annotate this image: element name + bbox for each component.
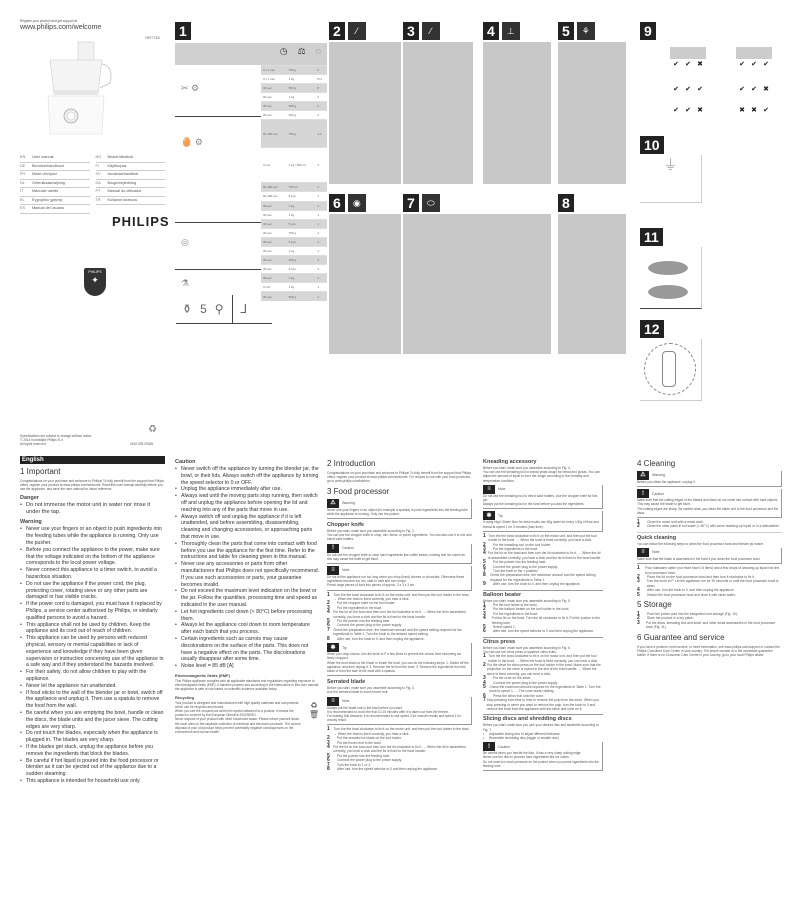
speed-icon: ◌ <box>315 46 321 56</box>
figure-3-illustration <box>403 42 473 184</box>
register-text: Register your product and get support at <box>20 19 78 23</box>
copyright: © 2014 Koninklijke Philips N.V. <box>20 438 64 442</box>
emf-text: This Philips appliance complies with all applicable standards and regulations regarding exposure to electromagnetic fields (EMF). If handled properly and according to the instructions in this user manual, the appliance is safe to use based on scientific evidence available today. <box>175 678 320 692</box>
food-processor-image <box>40 38 115 138</box>
note-icon: ≡ <box>327 566 339 575</box>
pusher-icon: ⅃ <box>240 301 248 316</box>
column-5: 4 Cleaning ⚠ Warning Before you clean the appliance, unplug it. ! Caution Make sure that the cutting edges of the blades and discs do not come into contact with hard objects. This may cause the blade to get blunt. The cutting edges are sharp. Be careful when you clean the blade unit of the food processor and the discs. 1 Clean the motor unit with a moist cloth. 2 Clean the other parts in hot water (< 60°C) with some washing-up liquid or in a dishwasher. Quick cleaning You can follow the following steps to clean the food processor bowl and blender jar easier. ≡ Note Make sure that the blade is assembled in the bowl if you clean the food processor bowl. 1 Pour lukewarm water (not more than 0.5 liters) and a few drops of washing-up liquid into the food processor bowl. 2 Place the lid on the food processor bowl and then turn it clockwise to fix it. 3 Turn the knob to P. Let the appliance run for 30 seconds or until the food processor bowl is clean. 4 After use, turn the knob to 0, and then unplug the appliance. 5 Detach the food processor bowl and rinse it with clean water. 5 Storage 1 Push the power cord into the integrated cord storage (Fig. 10). 2 Store the product in a dry place. 3 Put the discs, kneading tool and shaft, and other small accessories in the food processor bowl (Fig. 11). 6 Guarantee and service If you have a problem, need service, or need information, see www.philips.com/support or contact the Philips Consumer Care Center in your country. The phone number is in the worldwide guarantee leaflet. If there is no Consumer Care Center in your country, go to your local Philips dealer. <box>637 456 782 657</box>
philips-shield-logo: PHILIPS ✦ <box>84 268 106 296</box>
balloon-steps: 1 Put the tool holder in the bowl. 2 Put the balloon beater on the tool holder in the bowl. 3 Put the ingredients in the bowl. 4 Put the lid on the bowl. Turn the lid clockwise to fix it. Put the pusher in the feeding tube. 5 Select speed 1. 6 After use, turn the speed selector to 0 and then unplug the appliance. <box>483 601 600 635</box>
warning-list: • Never use your fingers or an object to push ingredients into the feeding tubes while the appliance is running. Only use the pusher. • Before you connect the appliance to the power, make sure that the voltage indicated on the bottom of the appliance corresponds to the local power voltage. • Never connect this appliance to a timer switch, to avoid a hazardous situation. • Do not use the appliance if the power cord, the plug, protecting cover, rotating sieve or any other parts are damaged or has visible cracks. • If the power cord is damaged, you must have it replaced by Philips, a service center authorized by Philips, or similarly qualified persons to avoid a hazard. • This appliance shall not be used by children. Keep the appliance and its cord out of reach of children. • This appliance can be used by persons with reduced physical, sensory or mental capabilities or lack of experience and knowledge if they have been given supervision or instruction concerning use of the appliance in a safe way and if they understand the hazards involved. • For their safety, do not allow children to play with the appliance. • Never let the appliance run unattended. • If food sticks to the wall of the blender jar or bowl, switch off the appliance and unplug it. Then use a spatula to remove the food from the wall. • Be careful when you are emptying the bowl, handle or clean the discs, the blade units and the juicer sieve. The cutting edges are very sharp. • Do not touch the blades, especially when the appliance is plugged in. The blades are very sharp. • If the blades get stuck, unplug the appliance before you remove the ingredients that block the blades. • Be careful if hot liquid is poured into the food processor or blender as it can be ejected out of the appliance due to a sudden steaming. • This appliance is intended for household use only. <box>20 526 165 784</box>
caution-box: ! Caution Do not use the chopper knife to chop hard ingredients like coffee beans, nutmeg and ice cubes as this may cause the knife to get blunt. <box>327 544 472 564</box>
drop-icon <box>694 47 706 59</box>
exclamation-icon: ! <box>327 544 339 553</box>
serrated-steps: 1 Turn the the bowl clockwise to fix it on the motor unit, and then put the tool holder in the bowl. → When the bowl is fixed correctly, you hear a click. 2 Put the serrated ice blade on the tool holder. 3 Put the frozen fruit in the bowl. 4 Put the lid on the bowl and then turn the lid clockwise to fix it. → When the lid is assembled correctly, you hear a click and the lid is fixed to the bowl handle. 5 Put the pusher into the feeding tube. 6 Connect the power plug to the power supply. 7 Turn the knob to 1 or 2. 8 After use, turn the speed selector to 0 and then unplug the appliance. <box>327 726 470 772</box>
note-box: ≡ Note Do not let the appliance run too long when you chop (hard) cheese or chocolate. Otherwise these ingredients become too hot, start to melt and turn lumpy. Precut large pieces of food into pieces of approx. 3 x 3 x 3 cm. <box>327 566 472 591</box>
section-2-title: 2 Introduction <box>327 459 376 468</box>
language-item: EN User manual <box>20 154 90 163</box>
note-box: ≡ Note Make sure that the blade is assembled in the bowl if you clean the food processor bowl. <box>637 548 782 564</box>
blender-icon: ⚗ <box>181 278 190 288</box>
figure-9: 9 ✔ ✔ ✖ ✔ ✔ ✔ ✔ ✔ ✔ ✔ ✔ ✖ ✔ ✔ ✖ ✖ ✖ ✔ <box>640 22 802 132</box>
note-box: ≡ Note Do not use the kneading tool to blend cake batters. Use the chopper knife for this job. Always put the kneading tool in the bowl before you add the ingredients. <box>483 485 603 510</box>
weee-bin-icon: 🗑 <box>308 709 320 719</box>
warning-box: ⚠ Warning Never use your fingers or an object (for example a spatula) to push ingredients into the feeding tube while the appliance is running. Only use the pusher. <box>327 499 472 519</box>
section-4-title: 4 Cleaning <box>637 459 676 468</box>
figure-1-header <box>175 43 327 65</box>
column-3: 2 Introduction Congratulations on your purchase and welcome to Philips! To fully benefit from the support that Philips offers, register your product at www.philips.com/welcome. For recipes to use with your food processor, go to www.philips.com/kitchen. 3 Food processor ⚠ Warning Never use your fingers or an object (for example a spatula) to push ingredients into the feeding tube while the appliance is running. Only use the pusher. Chopper knife Before you start, make sure you assemble according to Fig. 2. You can use the chopper knife to chop, mix, blend, or puree ingredients. You can also use it to mix and blend cake batters. ! Caution Do not use the chopper knife to chop hard ingredients like coffee beans, nutmeg and ice cubes as this may cause the knife to get blunt. ≡ Note Do not let the appliance run too long when you chop (hard) cheese or chocolate. Otherwise these ingredients become too hot, start to melt and turn lumpy. Precut large pieces of food into pieces of approx. 3 x 3 x 3 cm. 1 Turn the the bowl clockwise to fix it on the motor unit, and then put the tool holder in the bowl. → When the bowl is fixed correctly, you hear a click. 2 Put the chopper knife on the tool holder. 3 Put the ingredients in the bowl. 4 Put the lid on the bowl and then turn the lid clockwise to fix it. → When the lid is assembled correctly, you hear a click and the lid is fixed to the bowl handle. 5 Put the pusher into the feeding tube. 6 Connect the power plug to the power supply. 7 Check the preparation time, the maximum amount and the speed setting required for the ingredients in Table 1. Turn the knob to the desired speed setting. 8 After use, turn the knob to 0, and then unplug the appliance. ✱ Tip When you chop onions, turn the knob to P a few times to prevent the onions from becoming too finely chopped. When the food sticks to the blade or inside the bowl, you can do the following steps: 1. Switch off the appliance, and then unplug it. 2. Remove the lid from the bowl. 3. Remove the ingredients from the blade or from the side of the bowl with a spatula. Serrated blade Before you start, make sure you assemble according to Fig. 3. Use the serrated blade to crush frozen fruit. ≡ Note Always put the blade unit in the bowl before you start. It is recommended to crush the fruit 10-15 minutes after it is taken out from the freezer. For making fruit desserts, it is recommended to use speed 3 for smooth results and speed 1 for chunky result. 1 Turn the the bowl clockwise to fix it on the motor unit, and then put the tool holder in the bowl. → When the bowl is fixed correctly, you hear a click. 2 Put the serrated ice blade on the tool holder. 3 Put the frozen fruit in the bowl. 4 Put the lid on the bowl and then turn the lid clockwise to fix it. → When the lid is assembled correctly, you hear a click and the lid is fixed to the bowl handle. 5 Put the pusher into the feeding tube. 6 Connect the power plug to the power supply. 7 Turn the knob to 1 or 2. 8 After use, turn the speed selector to 0 and then unplug the appliance. <box>327 459 472 772</box>
dishwasher-compatibility-grid: ✔ ✔ ✖ ✔ ✔ ✔ ✔ ✔ ✔ ✔ ✔ ✖ ✔ ✔ ✖ ✖ ✖ ✔ <box>640 47 802 126</box>
doc-number: 3140 035 29045 <box>130 442 154 446</box>
caution-heading: Caution <box>175 459 196 465</box>
tip-star-icon: ✱ <box>483 511 495 520</box>
figure-7: 7 ⬭ <box>403 194 551 358</box>
exclamation-icon: ! <box>637 489 649 498</box>
philips-wordmark: PHILIPS <box>112 214 170 229</box>
welcome-url[interactable]: www.philips.com/welcome <box>20 24 102 31</box>
caution-box: ! Caution Be careful when you handle the disc. It has a very sharp cutting edge. Never use the disc to process hard ingredients like ice cubes. Do not exert too much pressure on the pusher when you press ingredients into the feeding tube. <box>483 742 603 771</box>
serrated-heading: Serrated blade <box>327 679 366 686</box>
recycling-text: Your product is designed and manufactured with high quality materials and components, which can be recycled and reused. <box>175 700 300 709</box>
language-list <box>20 154 165 214</box>
language-item: ES Manual del usuario <box>20 205 90 214</box>
figure-2-illustration <box>329 42 401 184</box>
quick-cleaning-heading: Quick cleaning <box>637 532 782 541</box>
recycle-icon: ♻ <box>310 700 318 710</box>
cover-panel <box>0 0 170 446</box>
language-item: PT Manual do utilizador <box>96 188 166 197</box>
warning-triangle-icon: ⚠ <box>637 471 649 480</box>
citrus-icon: ◎ <box>175 223 261 270</box>
warning-box: ⚠ Warning Before you clean the appliance, unplug it. <box>637 471 782 487</box>
recycling-text: Never dispose of your product with other household waste. Please inform yourself about the local rules on the separate collection of electrical and electronic products. The correct disposal of your old product helps prevent potentially negative consequences on the environment and human health. <box>175 717 301 734</box>
figure-4-illustration <box>483 42 551 184</box>
section-1-title: 1 Important <box>20 467 61 476</box>
language-item: NO Brukerhåndbok <box>96 154 166 163</box>
warning-heading: Warning <box>20 519 42 526</box>
kneading-tool-icon: ⊥ <box>502 22 520 40</box>
balloon-heading: Balloon beater <box>483 590 603 598</box>
slicing-disc-icon: ⬭ <box>422 194 440 212</box>
language-item: FI Käyttöopas <box>96 163 166 172</box>
section-3-title: 3 Food processor <box>327 486 390 496</box>
figure-3: 3 ⁄ <box>403 22 473 188</box>
recycling-text: When you see the crossed-out wheel bin symbol attached to a product, it means the product is covered by the European Directive 2002/96/EC. <box>175 708 294 718</box>
tip-box: ✱ Tip If using High Gluten flour for best results use 60g water for every 100g of flour and knead at speed 1 for 3 minutes (max time). <box>483 511 603 531</box>
tap-icon <box>670 47 682 59</box>
figure-8-illustration <box>558 214 626 354</box>
accessory-storage-illustration <box>640 247 702 309</box>
language-item: EL Εγχειρίδιο χρήσης <box>20 197 90 206</box>
cord-storage-illustration: ⏚ <box>640 155 702 203</box>
language-item: FR Mode d'emploi <box>20 171 90 180</box>
language-tab: English <box>20 456 165 464</box>
guarantee-text: If you have a problem, need service, or need information, see www.philips.com/support or contact the Philips Consumer Care Center in your country. The phone number is in the worldwide guarantee leaflet. If there is no Consumer Care Center in your country, go to your local Philips dealer. <box>637 644 780 658</box>
section-5-title: 5 Storage <box>637 600 672 610</box>
figure-1 <box>175 22 327 322</box>
column-1 <box>20 456 165 785</box>
figure-1-illustrations <box>175 65 261 301</box>
figure-5: 5 ⚘ <box>558 22 626 188</box>
column-4: Kneading accessory Before you start, make sure you assemble according to Fig. 4. You can use the kneading tool to knead yeast dough for bread and pizzas. You can adjust the amount of liquid to form the dough according to the humidity and temperature condition. ≡ Note Do not use the kneading tool to blend cake batters. Use the chopper knife for this job. Always put the kneading tool in the bowl before you add the ingredients. ✱ Tip If using High Gluten flour for best results use 60g water for every 100g of flour and knead at speed 1 for 3 minutes (max time). 1 Turn the the bowl clockwise to fix it on the motor unit, and then put the tool holder in the bowl. → When the bowl is fixed correctly, you hear a click. 2 Put the kneading tool on the tool holder. 3 Put the ingredients in the bowl. 4 Put the lid on the bowl and then turn the lid clockwise to fix it. → When the lid is assembled correctly, you hear a click and the lid is fixed to the bowl handle. 5 Put the pusher into the feeding tube. 6 Connect the power plug to the power supply. 7 Turn the knob to the 1 position. 8 Check the preparation time, the maximum amount and the speed setting required for the ingredients in Table 1. 9 After use, turn the knob to 0, and then unplug the appliance. Balloon beater Before you start, make sure you assemble according to Fig. 5. 1 Put the tool holder in the bowl. 2 Put the balloon beater on the tool holder in the bowl. 3 Put the ingredients in the bowl. 4 Put the lid on the bowl. Turn the lid clockwise to fix it. Put the pusher in the feeding tube. 5 Select speed 1. 6 After use, turn the speed selector to 0 and then unplug the appliance. Citrus press Before you start, make sure you assemble according to Fig. 6. You can use the citrus press to squeeze citrus fruits. 1 Turn the the bowl clockwise to fix it on the motor unit, and then put the tool holder in the bowl. → When the bowl is fixed correctly, you can hear a click. 2 Put the sieve for citrus press on the tool holder in the bowl. Make sure that the projection on the sieve is locked in the slot of the bowl handle. → When the sieve is fixed correctly, you can hear a click. 3 Put the cone on the sieve. 4 Connect the power plug to the power supply. 5 Check the maximum amount required for the ingredients in Table 1. Turn the knob to speed 1. → The cone starts rotating. 6 Press the citrus fruit onto the cone. 7 Stop pressing from time to time to remove the pulp from the sieve. When you stop pressing or when you want to remove the pulp, turn the knob to 0 and remove the bowl from the appliance with the sieve and cone on it. Slicing discs and shredding discs Before you start, make sure you pick your desired disc and assemble according to Fig. 7. • Adjustable slicing disc to adjust different thickness • Reversible shredding disc (bigger or smaller size) ! Caution Be careful when you handle the disc. It has a very sharp cutting edge. Never use the disc to process hard ingredients like ice cubes. Do not exert too much pressure on the pusher when you press ingredients into the feeding tube. <box>483 456 603 773</box>
recycle-icon: ♻ <box>148 424 157 435</box>
note-box: ≡ Note Always put the blade unit in the bowl before you start. It is recommended to crush the fruit 10-15 minutes after it is taken out from the freezer. For making fruit desserts, it is recommended to use speed 3 for smooth results and speed 1 for chunky result. <box>327 697 472 726</box>
recycling-heading: Recycling <box>175 694 194 700</box>
language-item: NL Gebruiksaanwijzing <box>20 180 90 189</box>
storage-steps: 1 Push the power cord into the integrated cord storage (Fig. 10). 2 Store the product in a dry place. 3 Put the discs, kneading tool and shaft, and other small accessories in the food processor bowl (Fig. 11). <box>637 611 776 630</box>
section-1-intro: Congratulations on your purchase and welcome to Philips! To fully benefit from the support that Philips offers, register your product at www.philips.com/welcome. Read this user manual carefully before you use the appliance, and save the user manual for future reference. <box>20 479 164 492</box>
tip-star-icon: ✱ <box>327 643 339 652</box>
language-item: IT Manuale utente <box>20 188 90 197</box>
chopper-steps: 1 Turn the the bowl clockwise to fix it on the motor unit, and then put the tool holder in the bowl. → When the bowl is fixed correctly, you hear a click. 2 Put the chopper knife on the tool holder. 3 Put the ingredients in the bowl. 4 Put the lid on the bowl and then turn the lid clockwise to fix it. → When the lid is assembled correctly, you hear a click and the lid is fixed to the bowl handle. 5 Put the pusher into the feeding tube. 6 Connect the power plug to the power supply. 7 Check the preparation time, the maximum amount and the speed setting required for the ingredients in Table 1. Turn the knob to the desired speed setting. 8 After use, turn the knob to 0, and then unplug the appliance. <box>327 591 470 642</box>
chopper-icon: ✂ ⚙ <box>175 65 261 117</box>
language-item: SV Användarhandbok <box>96 171 166 180</box>
bowl-top-illustration <box>640 339 702 401</box>
rights: All rights reserved. <box>20 442 47 446</box>
language-item: TR Kullanım kılavuzu <box>96 197 166 206</box>
figure-1-footer: ⚱ 5 ⚲ ⅃ <box>176 294 272 324</box>
section-6-title: 6 Guarantee and service <box>637 632 725 642</box>
chopper-heading: Chopper knife <box>327 522 364 529</box>
model-number: HR7782 <box>145 35 160 40</box>
bowl-icon: ⚱ <box>182 301 193 316</box>
kneading-heading: Kneading accessory <box>483 459 537 465</box>
processing-table: 3 x 1 sec 750 g P 3 x 1 sec 1 kg P/1 30 sec 500 g P 60 sec 1 kg 2 45 sec 500 g 2 30 sec 400 g 2 60-180 sec 750 g 1-2 3 min 1 kg / 600 ml 1 60-180 sec 750 ml 1 60-180 sec 8 pcs 1 30 sec 1 kg 1 30 sec 1 kg 1 30 sec 5 pcs 1 30 sec 750 g 1 30 sec 5 pcs 1 30 sec 1 kg 1 30 sec 200 g 1 30 sec 5 pcs 1 30 sec 1 kg 1 3 min 1 kg 1 30 sec 500 g 1 <box>261 65 327 301</box>
danger-list: • Do not immerse the motor unit in water nor rinse it under the tap. <box>20 502 165 517</box>
note-icon: ≡ <box>327 697 339 706</box>
figure-12: 12 <box>640 320 702 402</box>
figure-5-illustration <box>558 42 626 184</box>
balloon-beater-icon: ⚘ <box>577 22 595 40</box>
figure-10: 10 ⏚ <box>640 136 702 204</box>
figure-number: 1 <box>175 22 191 40</box>
figure-6: 6 ◉ <box>329 194 401 358</box>
column-2 <box>175 456 320 734</box>
danger-heading: Danger <box>20 494 39 501</box>
section-2-text: Congratulations on your purchase and welcome to Philips! To fully benefit from the support that Philips offers, register your product at www.philips.com/welcome. For recipes to use with your food processor, go to www.philips.com/kitchen. <box>327 471 471 484</box>
figure-2: 2 ⁄ <box>329 22 401 188</box>
figure-11: 11 <box>640 228 702 310</box>
citrus-heading: Citrus press <box>483 637 603 645</box>
emf-heading: Electromagnetic fields (EMF) <box>175 672 230 678</box>
tip-box: ✱ Tip When you chop onions, turn the knob to P a few times to prevent the onions from becoming too finely chopped. When the food sticks to the blade or inside the bowl, you can do the following steps: 1. Switch off the appliance, and then unplug it. 2. Remove the lid from the bowl. 3. Remove the ingredients from the blade or from the side of the bowl with a spatula. <box>327 643 472 676</box>
chopper-knife-icon: ⁄ <box>348 22 366 40</box>
caution-list: • Never switch off the appliance by turning the blender jar, the bowl, or their lids. Always switch off the appliance by turning the speed selector to 0 or OFF. • Unplug the appliance immediately after use. • Always wait until the moving parts stop running, then switch off and unplug the appliance before opening the lid and reaching into any of the parts that move in use. • Always switch off and unplug the appliance if it is left unattended, and before assembling, disassembling, cleaning and changing accessories, or approaching parts that move in use. • Thoroughly clean the parts that come into contact with food before you use the appliance for the first time. Refer to the instructions and table for cleaning given in this manual. • Never use any accessories or parts from other manufacturers that Philips does not specifically recommend. If you use such accessories or parts, your guarantee becomes invalid. • Do not exceed the maximum level indication on the bowl or the jar. Follow the quantities, processing time and speed as indicated in the user manual. • Let hot ingredients cool down (< 80°C) before processing them. • Always let the appliance cool down to room temperature after each batch that you process. • Certain ingredients such as carrots may cause discolorations on the surface of the parts. This does not have a negative effect on the parts. The discolorations usually disappear after some time. • Noise level = 85 dB [A] <box>175 466 320 670</box>
citrus-press-icon: ◉ <box>348 194 366 212</box>
figure-6-illustration <box>329 214 401 354</box>
kneading-icon: 🥚 ⚙ <box>175 117 261 223</box>
language-item: DA Brugervejledning <box>96 180 166 189</box>
warning-triangle-icon: ⚠ <box>327 499 339 508</box>
slicing-list: • Adjustable slicing disc to adjust different thickness • Reversible shredding disc (bigger or smaller size) <box>483 732 603 740</box>
slicing-heading: Slicing discs and shredding discs <box>483 714 603 722</box>
language-item: DE Benutzerhandbuch <box>20 163 90 172</box>
quick-cleaning-steps: 1 Pour lukewarm water (not more than 0.5 liters) and a few drops of washing-up liquid into the food processor bowl. 2 Place the lid on the food processor bowl and then turn it clockwise to fix it. 3 Turn the knob to P. Let the appliance run for 30 seconds or until the food processor bowl is clean. 4 After use, turn the knob to 0, and then unplug the appliance. 5 Detach the food processor bowl and rinse it with clean water. <box>637 565 780 598</box>
spec-notice: Specifications are subject to change without notice <box>20 434 92 438</box>
citrus-steps: 1 Turn the the bowl clockwise to fix it on the motor unit, and then put the tool holder in the bowl. → When the bowl is fixed correctly, you can hear a click. 2 Put the sieve for citrus press on the tool holder in the bowl. Make sure that the projection on the sieve is locked in the slot of the bowl handle. → When the sieve is fixed correctly, you can hear a click. 3 Put the cone on the sieve. 4 Connect the power plug to the power supply. 5 Check the maximum amount required for the ingredients in Table 1. Turn the knob to speed 1. → The cone starts rotating. 6 Press the citrus fruit onto the cone. 7 Stop pressing from time to time to remove the pulp from the sieve. When you stop pressing or when you want to remove the pulp, turn the knob to 0 and remove the bowl from the appliance with the sieve and cone on it. <box>483 653 601 712</box>
caution-box: ! Caution Make sure that the cutting edges of the blades and discs do not come into contact with hard objects. This may cause the blade to get blunt. The cutting edges are sharp. Be careful when you clean the blade unit of the food processor and the discs. <box>637 489 782 518</box>
figure-8: 8 <box>558 194 626 358</box>
exclamation-icon: ! <box>483 742 495 751</box>
jar-icon: ⚲ <box>214 301 224 316</box>
weight-icon: ⚖ <box>297 46 306 56</box>
figure-7-illustration <box>403 214 551 354</box>
kneading-steps: 1 Turn the the bowl clockwise to fix it on the motor unit, and then put the tool holder in the bowl. → When the bowl is fixed correctly, you hear a click. 2 Put the kneading tool on the tool holder. 3 Put the ingredients in the bowl. 4 Put the lid on the bowl and then turn the lid clockwise to fix it. → When the lid is assembled correctly, you hear a click and the lid is fixed to the bowl handle. 5 Put the pusher into the feeding tube. 6 Connect the power plug to the power supply. 7 Turn the knob to the 1 position. 8 Check the preparation time, the maximum amount and the speed setting required for the ingredients in Table 1. 9 After use, turn the knob to 0, and then unplug the appliance. <box>483 532 602 588</box>
note-icon: ≡ <box>637 548 649 557</box>
serrated-blade-icon: ⁄ <box>422 22 440 40</box>
figure-4: 4 ⊥ <box>483 22 551 188</box>
cleaning-steps: 1 Clean the motor unit with a moist cloth. 2 Clean the other parts in hot water (< 60°C) with some washing-up liquid or in a dishwasher. <box>637 519 780 530</box>
note-icon: ≡ <box>483 485 495 494</box>
timer-icon: ◷ <box>279 46 288 56</box>
dishwasher-icon <box>682 47 694 59</box>
